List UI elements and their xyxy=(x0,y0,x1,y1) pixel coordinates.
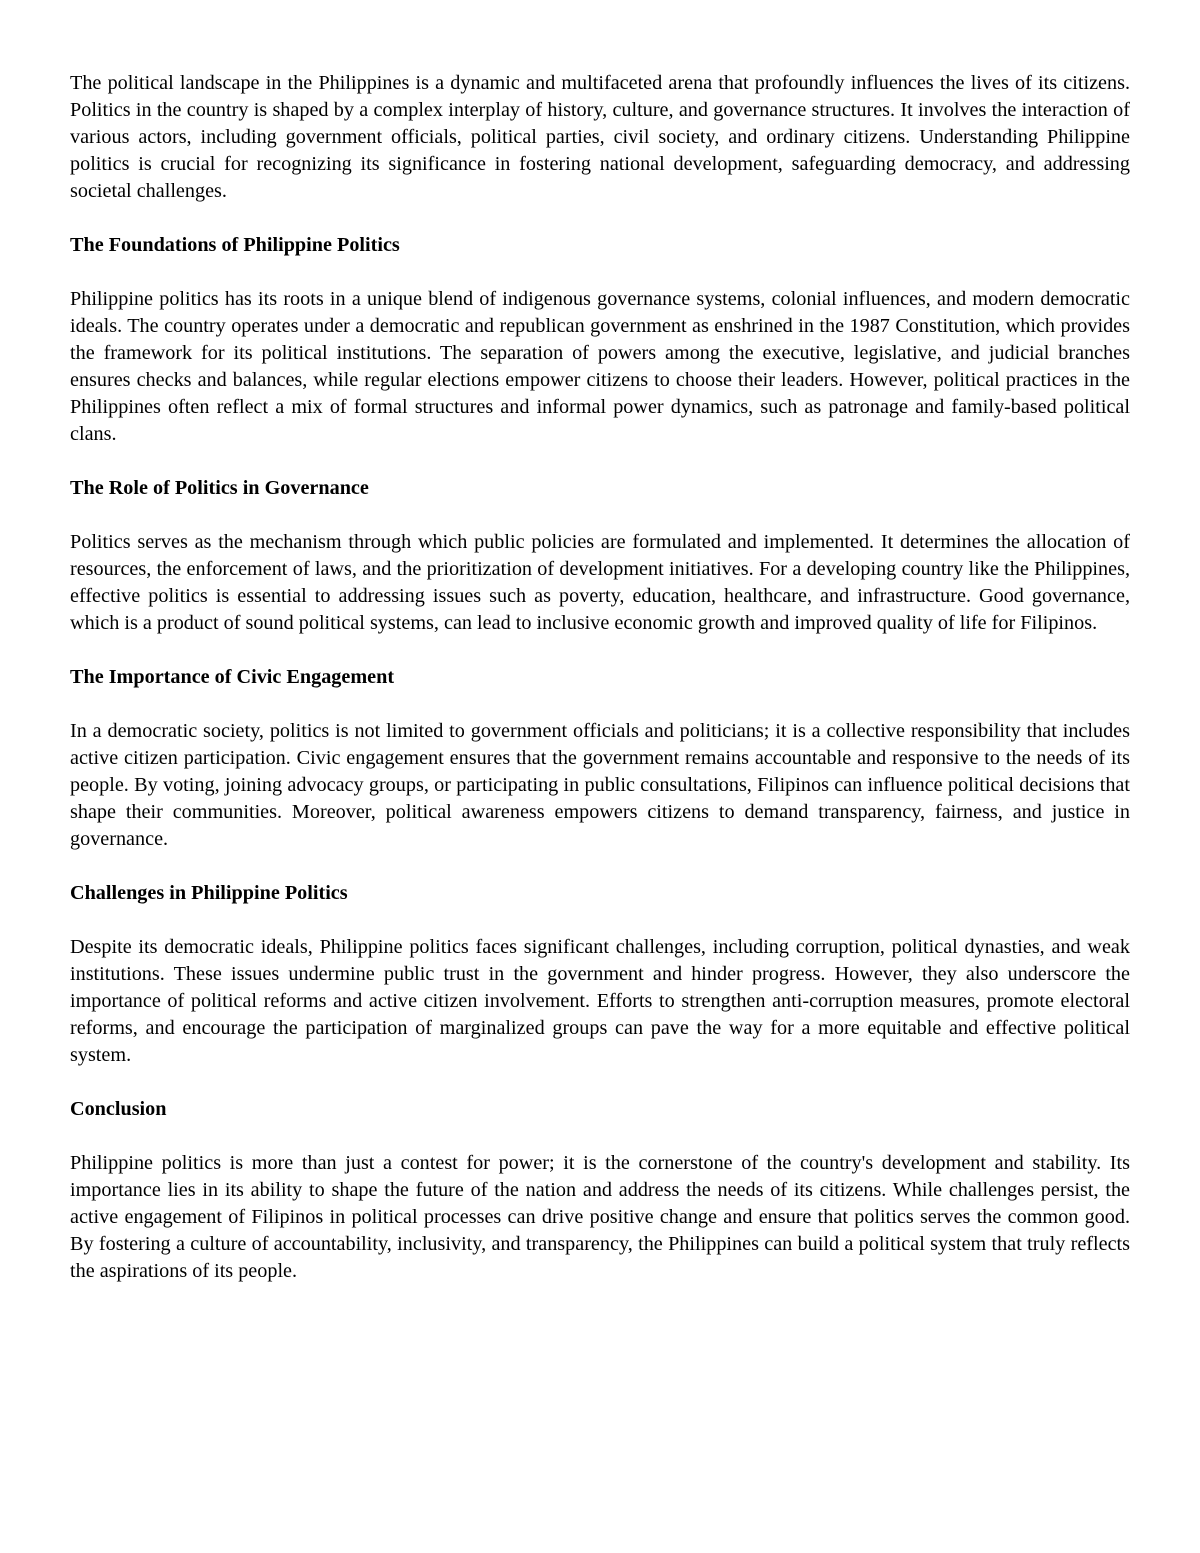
section-body-governance: Politics serves as the mechanism through which public policies are formulated and implemented. It determines the allocation of resources, the enforcement of laws, and the prioritization of development initiatives. For a developing country like the Philippines, effective politics is essential to addressing issues such as poverty, education, healthcare, and infrastructure. Good governance, which is a product of sound political systems, can lead to inclusive economic growth and improved quality of life for Filipinos. xyxy=(70,531,1130,634)
section-heading-conclusion: Conclusion xyxy=(70,1098,167,1120)
section-body-civic-engagement: In a democratic society, politics is not limited to government officials and politicians; it is a collective responsibility that includes active citizen participation. Civic engagement ensures that the government remains accountable and responsive to the needs of its people. By voting, joining advocacy groups, or participating in public consultations, Filipinos can influence political decisions that shape their communities. Moreover, political awareness empowers citizens to demand transparency, fairness, and justice in governance. xyxy=(70,720,1130,850)
section-heading-governance: The Role of Politics in Governance xyxy=(70,477,369,499)
section-body-challenges: Despite its democratic ideals, Philippine politics faces significant challenges, including corruption, political dynasties, and weak institutions. These issues undermine public trust in the government and hinder progress. However, they also underscore the importance of political reforms and active citizen involvement. Efforts to strengthen anti-corruption measures, promote electoral reforms, and encourage the participation of marginalized groups can pave the way for a more equitable and effective political system. xyxy=(70,936,1130,1066)
section-body-conclusion: Philippine politics is more than just a contest for power; it is the cornerstone of the country's development and stability. Its importance lies in its ability to shape the future of the nation and address the needs of its citizens. While challenges persist, the active engagement of Filipinos in political processes can drive positive change and ensure that politics serves the common good. By fostering a culture of accountability, inclusivity, and transparency, the Philippines can build a political system that truly reflects the aspirations of its people. xyxy=(70,1152,1130,1282)
section-heading-foundations: The Foundations of Philippine Politics xyxy=(70,234,400,256)
section-heading-challenges: Challenges in Philippine Politics xyxy=(70,882,348,904)
section-body-foundations: Philippine politics has its roots in a unique blend of indigenous governance systems, colonial influences, and modern democratic ideals. The country operates under a democratic and republican government as enshrined in the 1987 Constitution, which provides the framework for its political institutions. The separation of powers among the executive, legislative, and judicial branches ensures checks and balances, while regular elections empower citizens to choose their leaders. However, political practices in the Philippines often reflect a mix of formal structures and informal power dynamics, such as patronage and family-based political clans. xyxy=(70,288,1130,445)
document-page xyxy=(70,70,1130,1312)
intro-paragraph: The political landscape in the Philippines is a dynamic and multifaceted arena that profoundly influences the lives of its citizens. Politics in the country is shaped by a complex interplay of history, culture, and governance structures. It involves the interaction of various actors, including government officials, political parties, civil society, and ordinary citizens. Understanding Philippine politics is crucial for recognizing its significance in fostering national development, safeguarding democracy, and addressing societal challenges. xyxy=(70,72,1130,202)
section-heading-civic-engagement: The Importance of Civic Engagement xyxy=(70,666,395,688)
